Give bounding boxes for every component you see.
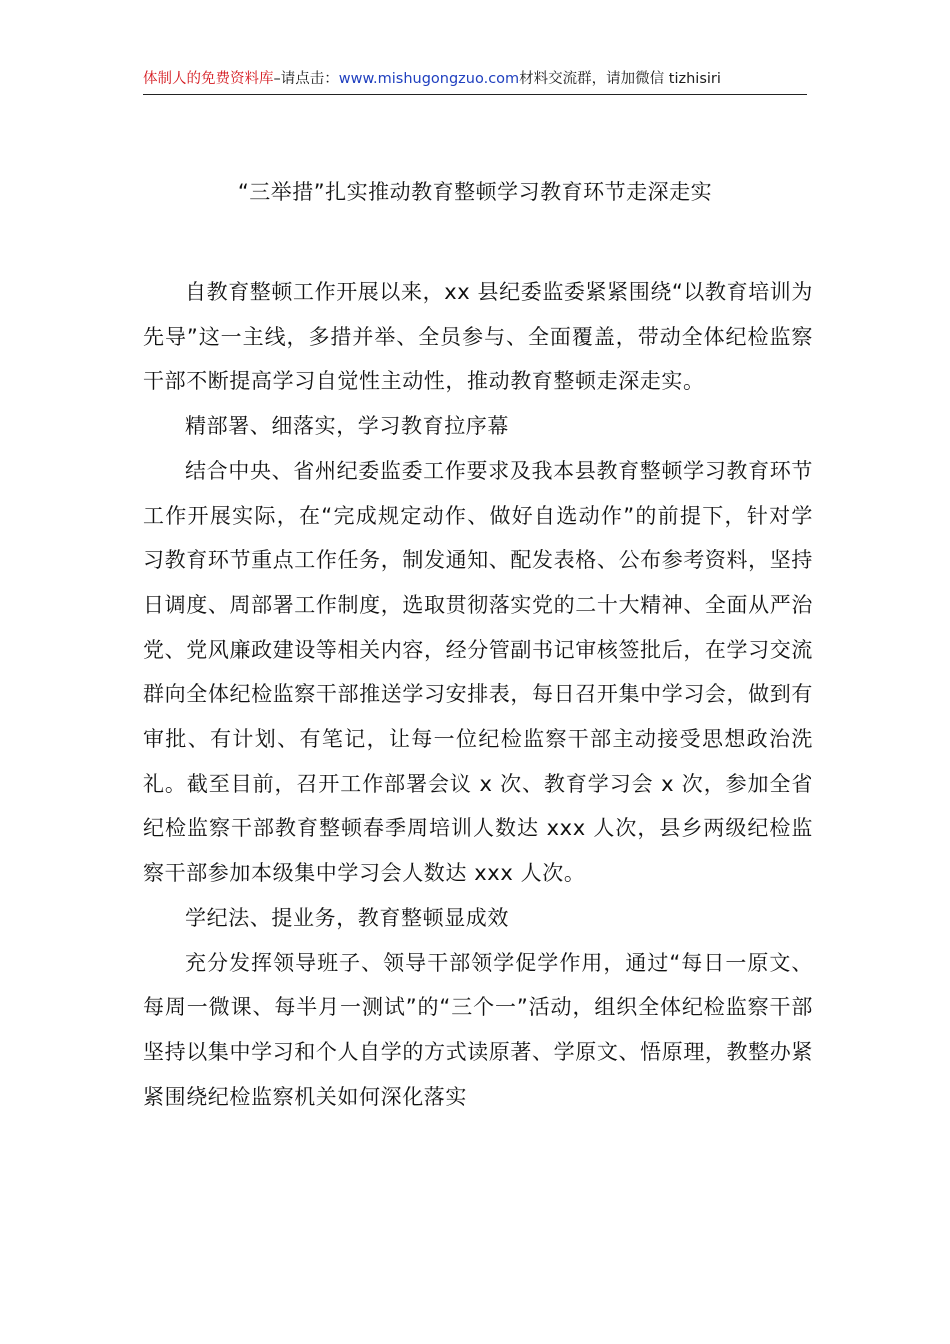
page-header	[143, 68, 807, 95]
header-suffix: 材料交流群，请加微信 tizhisiri	[519, 71, 721, 87]
paragraph-section-2: 充分发挥领导班子、领导干部领学促学作用，通过“每日一原文、每周一微课、每半月一测试”的“三个一”活动，组织全体纪检监察干部坚持以集中学习和个人自学的方式读原著、学原文、悟原理，教整办紧紧围绕纪检监察机关如何深化落实	[143, 950, 813, 1109]
paragraph-intro: 自教育整顿工作开展以来，xx 县纪委监委紧紧围绕“以教育培训为先导”这一主线，多措并举、全员参与、全面覆盖，带动全体纪检监察干部不断提高学习自觉性主动性，推动教育整顿走深走实。	[143, 280, 814, 394]
section-heading-1: 精部署、细落实，学习教育拉序幕	[185, 414, 509, 439]
document-title: “三举措”扎实推动教育整顿学习教育环节走深走实	[237, 180, 713, 204]
paragraph-section-1: 结合中央、省州纪委监委工作要求及我本县教育整顿学习教育环节工作开展实际，在“完成规定动作、做好自选动作”的前提下，针对学习教育环节重点工作任务，制发通知、配发表格、公布参考资料，坚持日调度、周部署工作制度，选取贯彻落实党的二十大精神、全面从严治党、党风廉政建设等相关内容，经分管副书记审核签批后，在学习交流群向全体纪检监察干部推送学习安排表，每日召开集中学习会，做到有审批、有计划、有笔记，让每一位纪检监察干部主动接受思想政治洗礼。截至目前，召开工作部署会议 x 次、教育学习会 x 次，参加全省纪检监察干部教育整顿春季周培训人数达 xxx 人次，县乡两级纪检监察干部参加本级集中学习会人数达 xxx 人次。	[143, 458, 813, 886]
document-body	[143, 270, 813, 1119]
header-website-link[interactable]: www.mishugongzuo.com	[338, 71, 520, 87]
section-heading-2: 学纪法、提业务，教育整顿显成效	[185, 905, 509, 930]
header-brand: 体制人的免费资料库	[143, 71, 274, 87]
header-prompt: –请点击：	[273, 71, 339, 87]
